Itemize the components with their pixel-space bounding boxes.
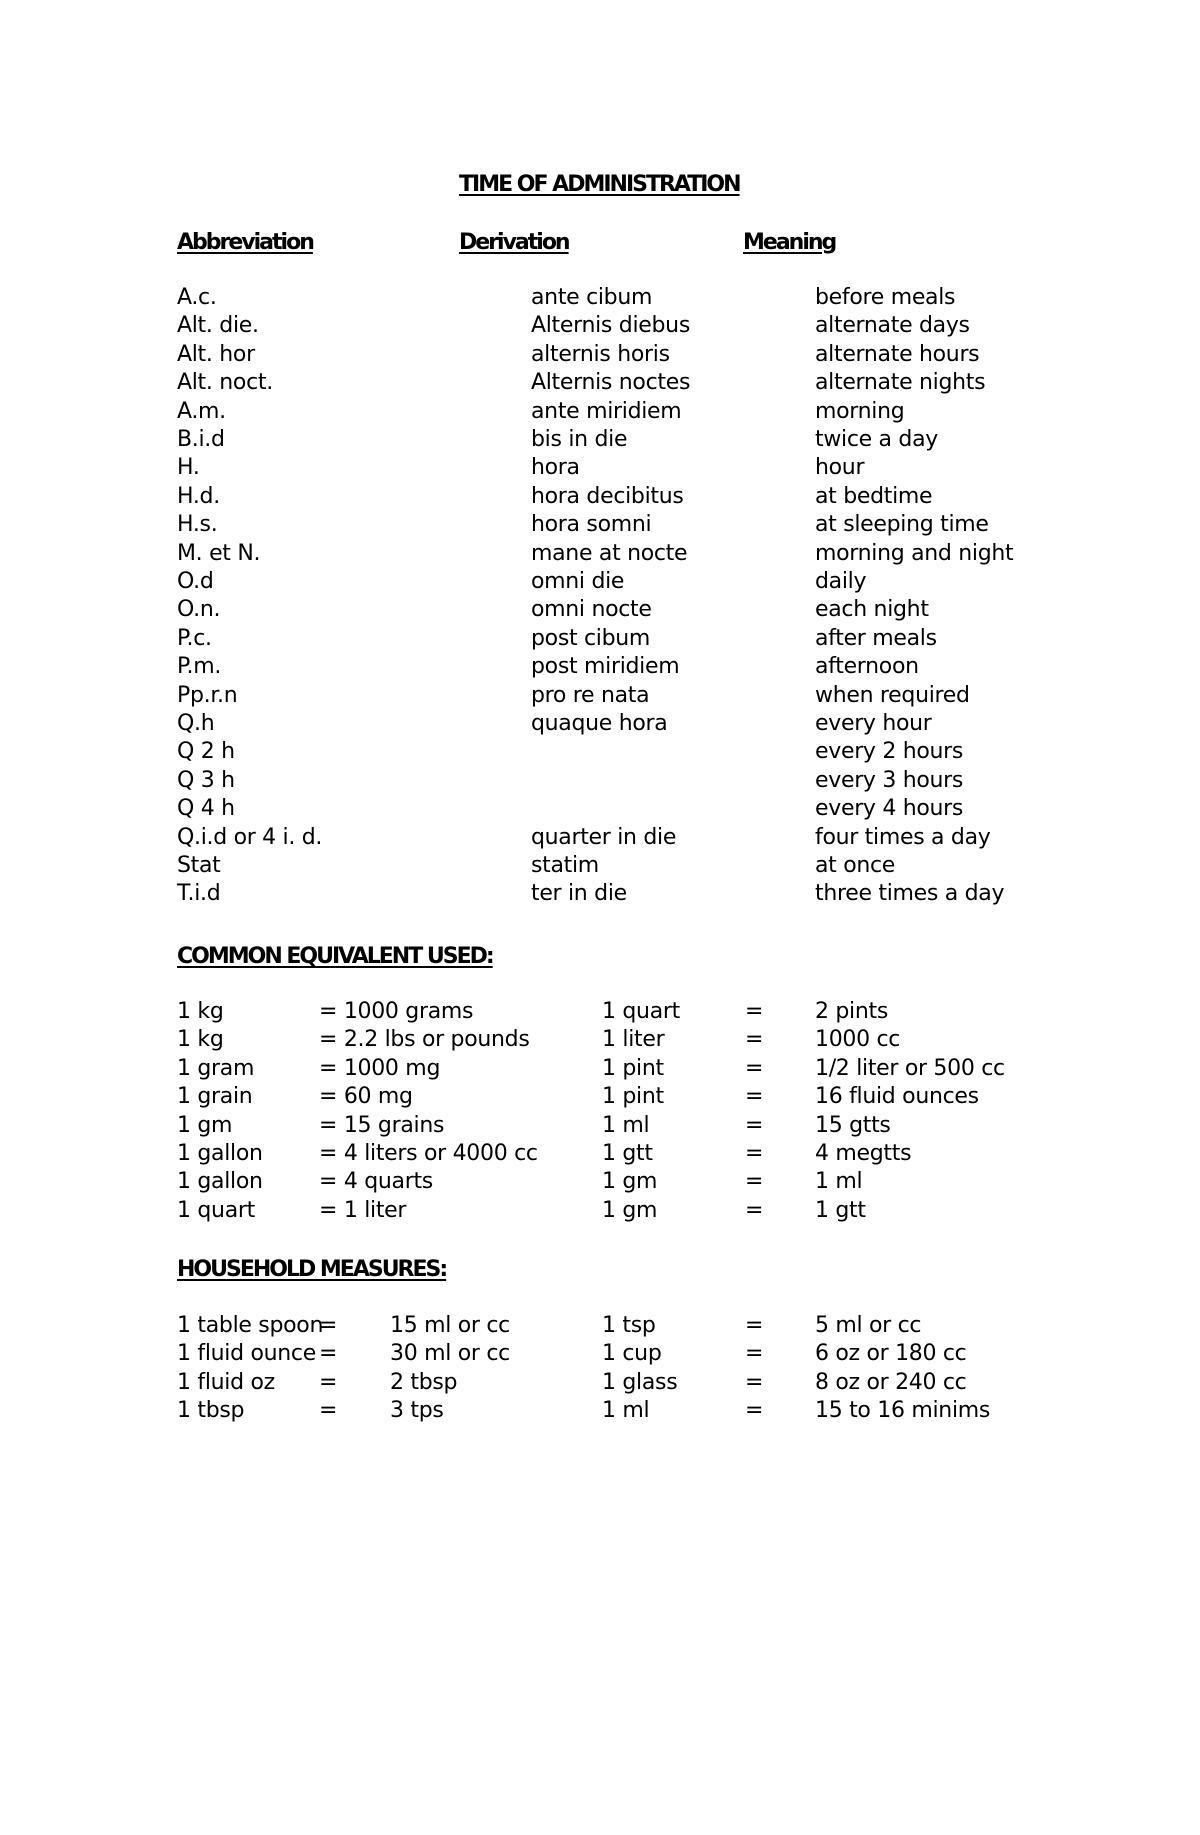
derivation-cell: hora somni: [531, 512, 652, 538]
abbreviation-row: [0, 738, 1200, 766]
abbreviation-row: [0, 880, 1200, 908]
abbreviation-cell: H.: [177, 455, 200, 481]
abbreviation-cell: Q 4 h: [177, 796, 235, 822]
meaning-cell: morning and night: [815, 540, 1014, 566]
equivalent-value2-cell: 1/2 liter or 500 cc: [815, 1055, 1005, 1081]
household-value-cell: 30 ml or cc: [390, 1341, 510, 1367]
equivalent-unit-cell: 1 gallon: [177, 1169, 263, 1195]
equivalent-value2-cell: 2 pints: [815, 999, 888, 1024]
meaning-cell: at bedtime: [815, 483, 933, 509]
abbreviation-row: [0, 710, 1200, 738]
derivation-cell: Alternis diebus: [531, 313, 690, 339]
meaning-column-header: Meaning: [743, 230, 836, 255]
equals-sign: =: [745, 1027, 764, 1053]
equals-sign: =: [745, 1141, 764, 1166]
equivalent-unit2-cell: 1 pint: [602, 1055, 664, 1081]
abbreviation-row: [0, 568, 1200, 596]
equivalent-row: [0, 1168, 1200, 1196]
household-unit-cell: 1 fluid ounce: [177, 1341, 316, 1367]
abbreviation-row: [0, 824, 1200, 852]
equivalent-unit-cell: 1 quart: [177, 1197, 255, 1223]
equivalent-row: [0, 1055, 1200, 1083]
derivation-cell: hora decibitus: [531, 483, 684, 509]
meaning-cell: alternate hours: [815, 341, 980, 367]
abbreviation-cell: Q.i.d or 4 i. d.: [177, 824, 323, 850]
equals-sign: =: [745, 1341, 764, 1367]
derivation-cell: quaque hora: [531, 711, 668, 736]
equivalent-row: [0, 1112, 1200, 1140]
abbreviation-cell: Alt. hor: [177, 341, 255, 367]
abbreviation-row: [0, 653, 1200, 681]
household-unit2-cell: 1 ml: [602, 1398, 650, 1424]
equals-sign: =: [745, 999, 764, 1024]
equivalent-value-cell: = 2.2 lbs or pounds: [319, 1027, 530, 1053]
abbreviation-cell: Q 3 h: [177, 767, 235, 793]
meaning-cell: morning: [815, 398, 905, 424]
derivation-cell: omni nocte: [531, 597, 652, 623]
abbreviation-cell: A.m.: [177, 398, 226, 424]
abbreviation-row: [0, 483, 1200, 511]
abbreviation-cell: P.m.: [177, 654, 222, 680]
equivalent-unit2-cell: 1 pint: [602, 1084, 664, 1110]
equivalent-row: [0, 998, 1200, 1026]
derivation-column-header: Derivation: [459, 230, 569, 255]
meaning-cell: daily: [815, 569, 867, 594]
meaning-cell: each night: [815, 597, 929, 623]
abbreviation-row: [0, 511, 1200, 539]
derivation-cell: mane at nocte: [531, 540, 688, 566]
equivalent-value-cell: = 1 liter: [319, 1197, 407, 1223]
meaning-cell: every 4 hours: [815, 796, 964, 822]
derivation-cell: bis in die: [531, 427, 628, 452]
equivalent-unit-cell: 1 kg: [177, 1027, 224, 1053]
derivation-cell: ante miridiem: [531, 398, 682, 424]
equals-sign: =: [745, 1369, 764, 1395]
abbreviation-row: [0, 284, 1200, 312]
equals-sign: =: [745, 1398, 764, 1424]
equals-sign: =: [745, 1197, 764, 1223]
household-row: [0, 1340, 1200, 1368]
derivation-cell: Alternis noctes: [531, 370, 691, 396]
equivalent-value2-cell: 4 megtts: [815, 1141, 912, 1166]
equals-sign: =: [745, 1313, 764, 1338]
equivalent-value-cell: = 1000 grams: [319, 999, 474, 1024]
abbreviation-cell: A.c.: [177, 285, 217, 310]
abbreviation-row: [0, 341, 1200, 369]
meaning-cell: three times a day: [815, 881, 1005, 907]
equals-sign: =: [319, 1398, 338, 1424]
derivation-cell: post cibum: [531, 625, 651, 651]
equivalent-row: [0, 1140, 1200, 1168]
abbreviation-cell: Stat: [177, 853, 221, 878]
equals-sign: =: [319, 1341, 338, 1367]
household-row: [0, 1312, 1200, 1340]
household-heading: HOUSEHOLD MEASURES:: [177, 1257, 447, 1282]
equivalent-unit-cell: 1 gallon: [177, 1141, 263, 1166]
abbreviation-cell: Alt. die.: [177, 313, 259, 339]
meaning-cell: alternate nights: [815, 370, 986, 396]
abbreviation-row: [0, 767, 1200, 795]
equivalent-unit-cell: 1 gram: [177, 1055, 255, 1081]
equivalent-unit2-cell: 1 quart: [602, 999, 680, 1024]
equals-sign: =: [745, 1169, 764, 1195]
household-value2-cell: 15 to 16 minims: [815, 1398, 991, 1424]
equivalent-value-cell: = 15 grains: [319, 1112, 445, 1138]
abbreviation-row: [0, 540, 1200, 568]
meaning-cell: afternoon: [815, 654, 919, 680]
abbreviation-cell: O.n.: [177, 597, 221, 623]
equivalent-unit-cell: 1 kg: [177, 999, 224, 1024]
abbreviation-column-header: Abbreviation: [177, 230, 313, 255]
meaning-cell: every hour: [815, 711, 932, 736]
derivation-cell: alternis horis: [531, 341, 670, 367]
equivalent-unit2-cell: 1 liter: [602, 1027, 665, 1053]
abbreviation-row: [0, 369, 1200, 397]
household-value-cell: 3 tps: [390, 1398, 444, 1424]
abbreviation-row: [0, 795, 1200, 823]
equivalent-unit2-cell: 1 ml: [602, 1112, 650, 1138]
meaning-cell: at sleeping time: [815, 512, 989, 538]
equivalent-unit-cell: 1 grain: [177, 1084, 253, 1110]
abbreviation-row: [0, 454, 1200, 482]
derivation-cell: ante cibum: [531, 285, 653, 310]
household-unit2-cell: 1 glass: [602, 1369, 678, 1395]
equals-sign: =: [319, 1369, 338, 1395]
derivation-cell: statim: [531, 853, 599, 878]
abbreviation-row: [0, 852, 1200, 880]
derivation-cell: pro re nata: [531, 682, 650, 708]
abbreviation-cell: M. et N.: [177, 540, 261, 566]
household-unit-cell: 1 table spoon: [177, 1313, 324, 1338]
equivalent-unit2-cell: 1 gtt: [602, 1141, 653, 1166]
abbreviation-row: [0, 426, 1200, 454]
equivalent-unit2-cell: 1 gm: [602, 1197, 658, 1223]
abbreviation-cell: H.s.: [177, 512, 218, 538]
meaning-cell: at once: [815, 853, 896, 878]
derivation-cell: post miridiem: [531, 654, 680, 680]
abbreviation-cell: T.i.d: [177, 881, 221, 907]
equivalent-value2-cell: 1000 cc: [815, 1027, 901, 1053]
household-row: [0, 1369, 1200, 1397]
equivalent-value2-cell: 16 fluid ounces: [815, 1084, 979, 1110]
abbreviation-cell: Q.h: [177, 711, 215, 736]
equivalent-row: [0, 1083, 1200, 1111]
equals-sign: =: [745, 1112, 764, 1138]
abbreviation-row: [0, 625, 1200, 653]
abbreviation-row: [0, 682, 1200, 710]
equivalent-value-cell: = 4 quarts: [319, 1169, 433, 1195]
equivalent-unit2-cell: 1 gm: [602, 1169, 658, 1195]
household-unit-cell: 1 fluid oz: [177, 1369, 275, 1395]
household-value-cell: 2 tbsp: [390, 1369, 458, 1395]
equivalent-value2-cell: 1 ml: [815, 1169, 863, 1195]
household-unit-cell: 1 tbsp: [177, 1398, 245, 1424]
meaning-cell: twice a day: [815, 427, 938, 452]
derivation-cell: hora: [531, 455, 580, 481]
meaning-cell: every 2 hours: [815, 739, 964, 765]
abbreviation-row: [0, 398, 1200, 426]
abbreviation-cell: Alt. noct.: [177, 370, 273, 396]
household-value-cell: 15 ml or cc: [390, 1313, 510, 1338]
equivalent-value-cell: = 4 liters or 4000 cc: [319, 1141, 538, 1166]
derivation-cell: ter in die: [531, 881, 627, 907]
equals-sign: =: [319, 1313, 338, 1338]
equivalent-value2-cell: 15 gtts: [815, 1112, 891, 1138]
household-unit2-cell: 1 cup: [602, 1341, 662, 1367]
equals-sign: =: [745, 1084, 764, 1110]
equivalent-row: [0, 1026, 1200, 1054]
meaning-cell: alternate days: [815, 313, 970, 339]
meaning-cell: after meals: [815, 625, 937, 651]
abbreviation-row: [0, 312, 1200, 340]
page-title: TIME OF ADMINISTRATION: [459, 172, 740, 197]
meaning-cell: before meals: [815, 285, 956, 310]
abbreviation-cell: Pp.r.n: [177, 682, 238, 708]
household-value2-cell: 5 ml or cc: [815, 1313, 922, 1338]
equivalents-heading: COMMON EQUIVALENT USED:: [177, 944, 493, 969]
household-unit2-cell: 1 tsp: [602, 1313, 656, 1338]
abbreviation-cell: B.i.d: [177, 427, 225, 452]
meaning-cell: every 3 hours: [815, 767, 964, 793]
equals-sign: =: [745, 1055, 764, 1081]
meaning-cell: hour: [815, 455, 865, 481]
meaning-cell: four times a day: [815, 824, 991, 850]
meaning-cell: when required: [815, 682, 970, 708]
equivalent-row: [0, 1197, 1200, 1225]
abbreviation-cell: O.d: [177, 569, 214, 594]
abbreviation-cell: P.c.: [177, 625, 212, 651]
derivation-cell: omni die: [531, 569, 625, 594]
equivalent-unit-cell: 1 gm: [177, 1112, 233, 1138]
household-row: [0, 1397, 1200, 1425]
abbreviation-cell: Q 2 h: [177, 739, 235, 765]
abbreviation-cell: H.d.: [177, 483, 220, 509]
abbreviation-row: [0, 596, 1200, 624]
derivation-cell: quarter in die: [531, 824, 677, 850]
household-value2-cell: 6 oz or 180 cc: [815, 1341, 967, 1367]
equivalent-value2-cell: 1 gtt: [815, 1197, 866, 1223]
household-value2-cell: 8 oz or 240 cc: [815, 1369, 967, 1395]
equivalent-value-cell: = 60 mg: [319, 1084, 413, 1110]
equivalent-value-cell: = 1000 mg: [319, 1055, 441, 1081]
